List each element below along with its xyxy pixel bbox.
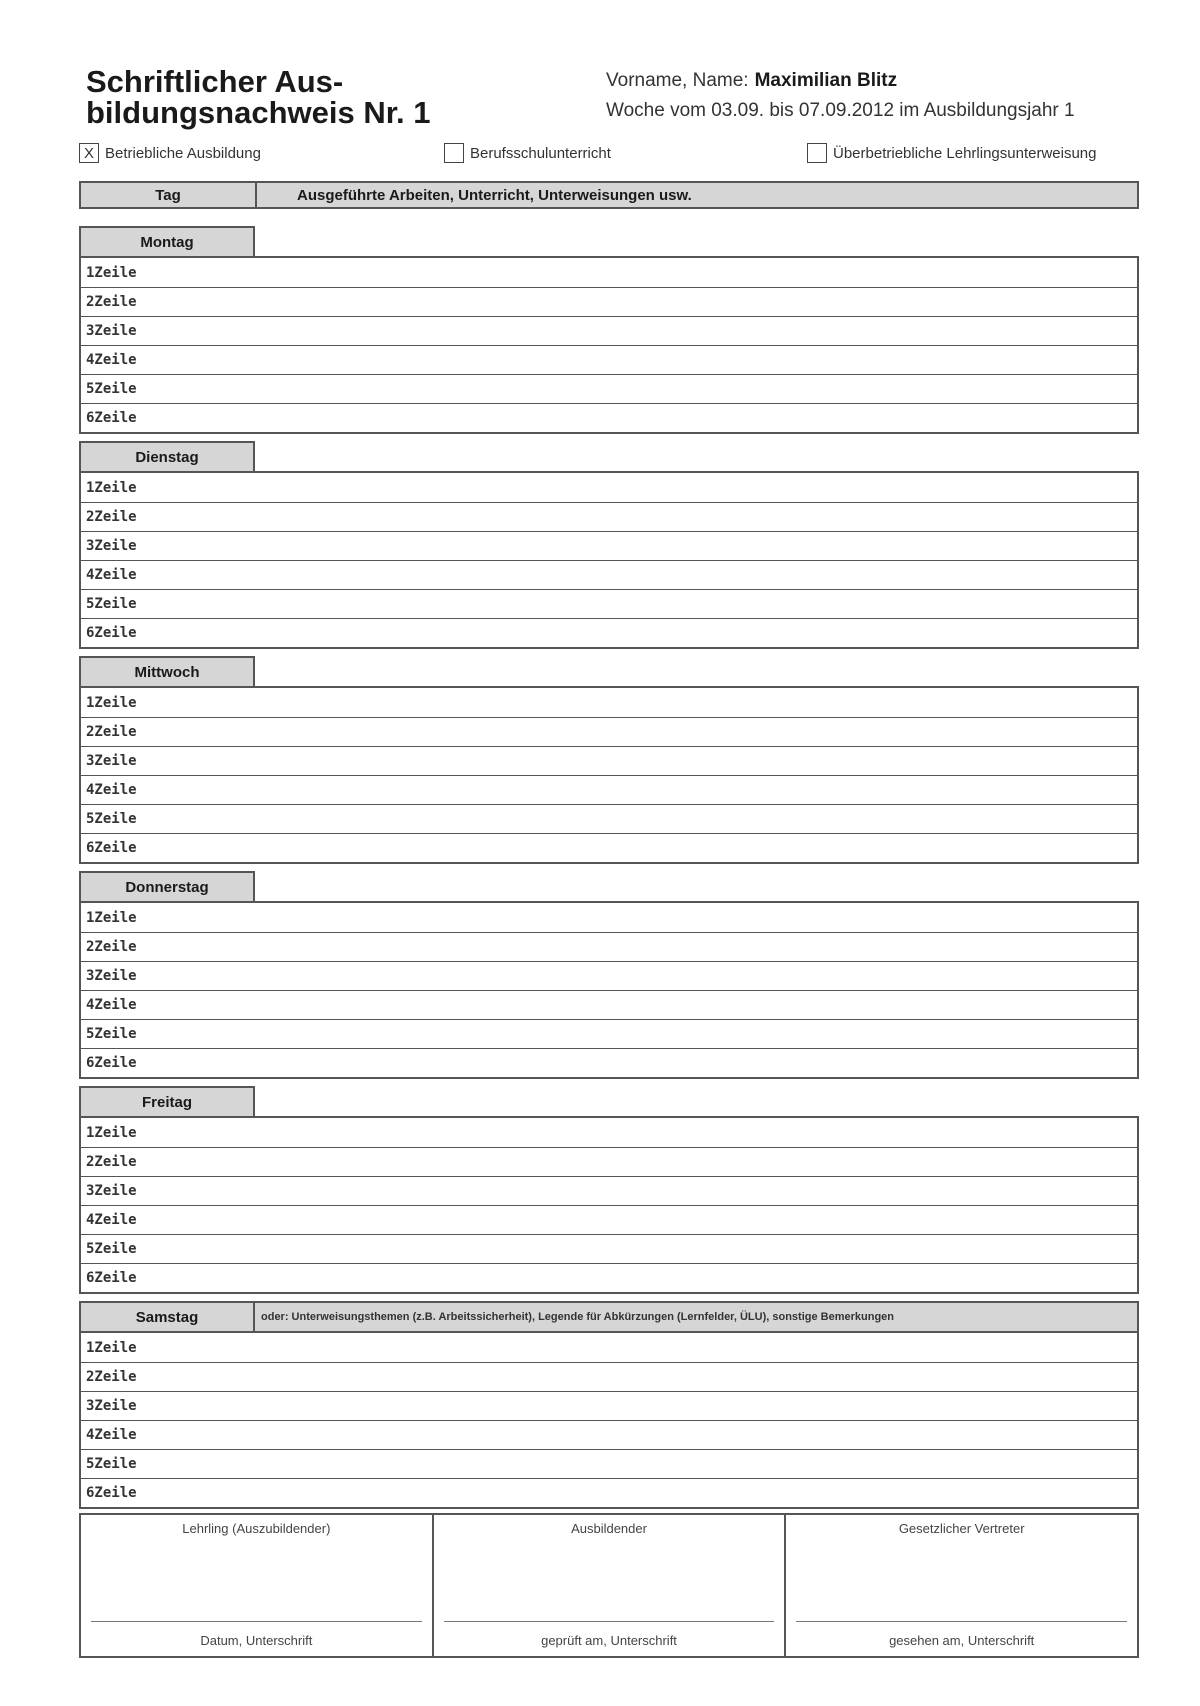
entry-line[interactable]: 1Zeile [86, 909, 137, 926]
checkbox-checked[interactable]: X [79, 143, 99, 163]
day-rows [79, 256, 1139, 434]
entry-line[interactable]: 5Zeile [81, 1449, 1137, 1478]
entry-line[interactable]: 5Zeile [81, 589, 1137, 618]
checkbox[interactable] [807, 143, 827, 163]
signature-trainer[interactable] [432, 1515, 785, 1656]
title-line-2: bildungsnachweis Nr. 1 [86, 95, 431, 130]
entry-line[interactable]: 4Zeile [81, 345, 1137, 374]
entry-line[interactable]: 2Zeile [81, 287, 1137, 316]
entry-line[interactable]: 3Zeile [81, 531, 1137, 560]
option-label: Berufsschulunterricht [470, 144, 611, 162]
day-section-4 [79, 1086, 1139, 1294]
day-rows [79, 901, 1139, 1079]
entry-line[interactable]: 1Zeile [86, 1124, 137, 1141]
signature-guardian[interactable] [784, 1515, 1137, 1656]
header-tag: Tag [81, 183, 257, 207]
day-header [79, 1301, 1139, 1331]
entry-line[interactable]: 5Zeile [81, 1019, 1137, 1048]
entry-line[interactable]: 3Zeile [81, 316, 1137, 345]
entry-line[interactable]: 4Zeile [81, 1205, 1137, 1234]
entry-line[interactable]: 3Zeile [81, 746, 1137, 775]
entry-line[interactable]: 2Zeile [81, 502, 1137, 531]
day-note: oder: Unterweisungsthemen (z.B. Arbeitssicherheit), Legende für Abkürzungen (Lernfelder, ÜLU), sonstige Bemerkungen [255, 1301, 1139, 1331]
option-betriebliche-ausbildung[interactable] [79, 141, 261, 165]
signature-apprentice[interactable] [81, 1515, 432, 1656]
day-section-2 [79, 656, 1139, 864]
name-value[interactable]: Maximilian Blitz [754, 70, 898, 91]
person-info [606, 66, 1075, 126]
header-description: Ausgeführte Arbeiten, Unterricht, Unterweisungen usw. [297, 186, 692, 204]
signature-line [91, 1621, 422, 1622]
entry-line[interactable]: 5Zeile [81, 374, 1137, 403]
signature-caption: Datum, Unterschrift [200, 1633, 313, 1648]
entry-line[interactable]: 6Zeile [81, 833, 1137, 862]
signature-caption: gesehen am, Unterschrift [889, 1633, 1035, 1648]
entry-line[interactable]: 1Zeile [86, 1339, 137, 1356]
entry-line[interactable]: 2Zeile [81, 932, 1137, 961]
day-rows [79, 686, 1139, 864]
signature-role: Ausbildender [571, 1521, 647, 1536]
day-name: Mittwoch [79, 656, 255, 686]
signature-role: Lehrling (Auszubildender) [182, 1521, 331, 1536]
entry-line[interactable]: 4Zeile [81, 990, 1137, 1019]
day-section-1 [79, 441, 1139, 649]
day-header [79, 226, 1139, 256]
day-rows [79, 1116, 1139, 1294]
table-header [79, 181, 1139, 209]
week-info[interactable]: Woche vom 03.09. bis 07.09.2012 im Ausbildungsjahr 1 [606, 100, 1075, 121]
entry-line[interactable]: 2Zeile [81, 1362, 1137, 1391]
day-section-0 [79, 226, 1139, 434]
day-header [79, 441, 1139, 471]
option-label: Betriebliche Ausbildung [105, 144, 261, 162]
name-label: Vorname, Name: [606, 70, 749, 91]
day-section-3 [79, 871, 1139, 1079]
entry-line[interactable]: 6Zeile [81, 1263, 1137, 1292]
entry-line[interactable]: 1Zeile [86, 264, 137, 281]
form-title [86, 66, 546, 128]
day-rows [79, 1331, 1139, 1509]
entry-line[interactable]: 1Zeile [86, 694, 137, 711]
entry-line[interactable]: 6Zeile [81, 1048, 1137, 1077]
entry-line[interactable]: 5Zeile [81, 804, 1137, 833]
day-header [79, 1086, 1139, 1116]
option-berufsschulunterricht[interactable] [444, 141, 611, 165]
checkbox[interactable] [444, 143, 464, 163]
title-line-1: Schriftlicher Aus- [86, 64, 344, 99]
entry-line[interactable]: 6Zeile [81, 618, 1137, 647]
entry-line[interactable]: 3Zeile [81, 1391, 1137, 1420]
entry-line[interactable]: 4Zeile [81, 775, 1137, 804]
entry-line[interactable]: 3Zeile [81, 1176, 1137, 1205]
entry-line[interactable]: 6Zeile [81, 1478, 1137, 1507]
entry-line[interactable]: 2Zeile [81, 1147, 1137, 1176]
signature-line [796, 1621, 1127, 1622]
option-ueberbetriebliche-unterweisung[interactable] [807, 141, 1097, 165]
entry-line[interactable]: 4Zeile [81, 560, 1137, 589]
entry-line[interactable]: 5Zeile [81, 1234, 1137, 1263]
signature-caption: geprüft am, Unterschrift [541, 1633, 677, 1648]
day-rows [79, 471, 1139, 649]
day-name: Montag [79, 226, 255, 256]
entry-line[interactable]: 6Zeile [81, 403, 1137, 432]
day-header [79, 656, 1139, 686]
entry-line[interactable]: 4Zeile [81, 1420, 1137, 1449]
entry-line[interactable]: 3Zeile [81, 961, 1137, 990]
signature-block [79, 1513, 1139, 1658]
day-name: Donnerstag [79, 871, 255, 901]
day-name: Freitag [79, 1086, 255, 1116]
day-name: Dienstag [79, 441, 255, 471]
day-name: Samstag [79, 1301, 255, 1331]
entry-line[interactable]: 1Zeile [86, 479, 137, 496]
signature-line [444, 1621, 775, 1622]
entry-line[interactable]: 2Zeile [81, 717, 1137, 746]
signature-role: Gesetzlicher Vertreter [898, 1521, 1025, 1536]
day-header [79, 871, 1139, 901]
day-section-5 [79, 1301, 1139, 1509]
option-label: Überbetriebliche Lehrlingsunterweisung [833, 144, 1097, 162]
